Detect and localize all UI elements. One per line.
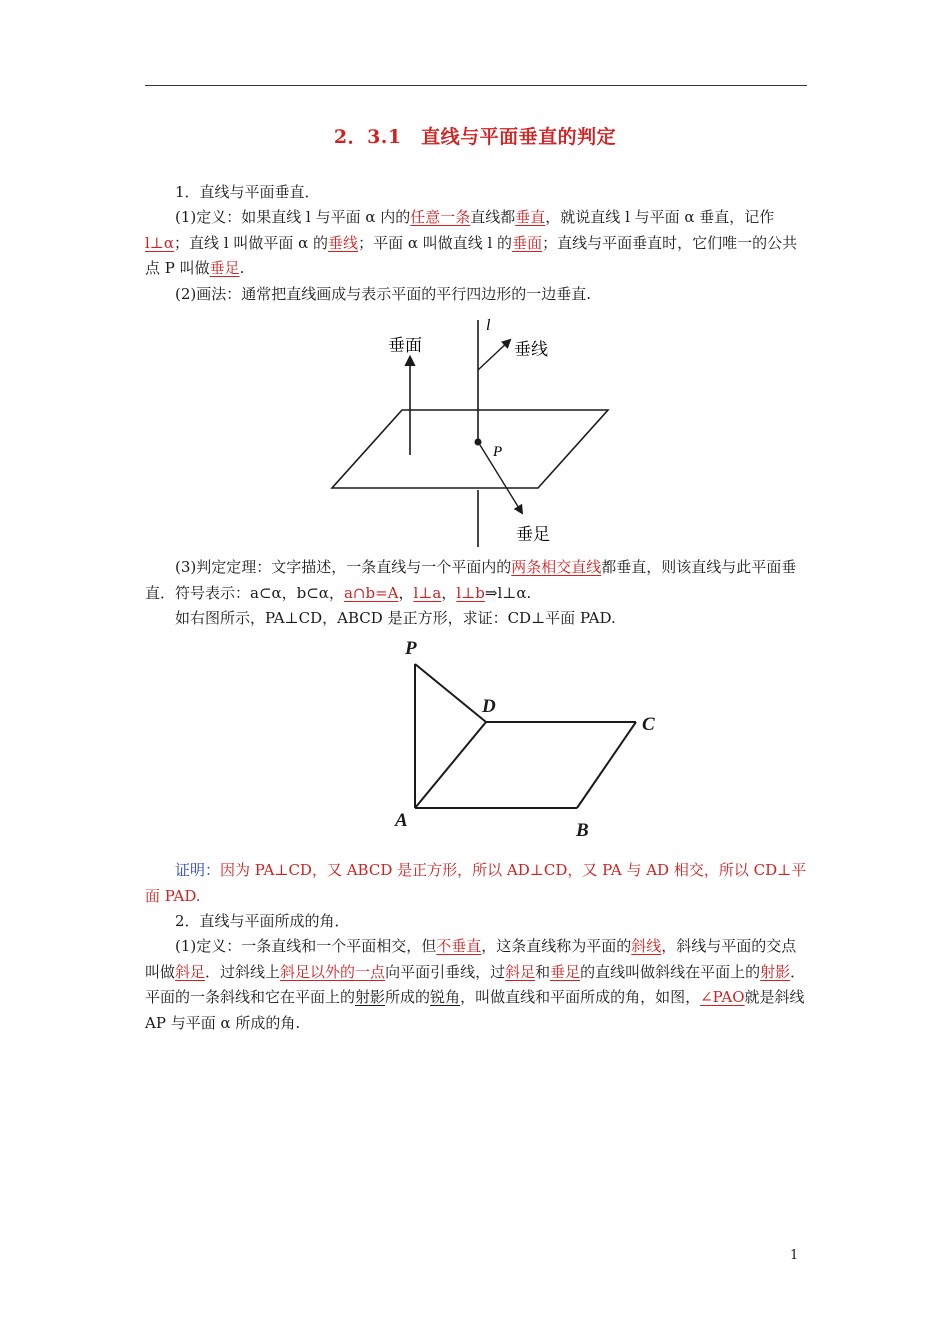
answer-blank: 垂面 (512, 233, 543, 252)
plane-parallelogram (332, 410, 608, 488)
text: ， (398, 583, 414, 602)
proof-paragraph (145, 858, 807, 909)
text: (1)定义：一条直线和一个平面相交，但 (175, 937, 437, 955)
answer-blank: 射影 (760, 962, 791, 981)
vertex-d-label: D (482, 696, 496, 717)
drawing-method: (2)画法：通常把直线画成与表示平面的平行四边形的一边垂直. (175, 285, 592, 303)
label-point-p: P (493, 444, 503, 460)
page-title: 2．3.1 直线与平面垂直的判定 (333, 126, 617, 148)
text: ，就说直线 l 与平面 α 垂直，记作 (545, 208, 775, 226)
example-problem: 如右图所示，PA⊥CD，ABCD 是正方形，求证：CD⊥平面 PAD. (175, 609, 616, 627)
text: 和 (535, 962, 551, 981)
label-line-l: l (486, 317, 491, 334)
text: 直线都 (470, 208, 516, 226)
underlined-term: 射影 (355, 988, 386, 1006)
text: ；直线 l 叫做平面 α 的 (174, 233, 329, 252)
text: 就是斜线 AP 与平面 α 所成的角. (145, 988, 805, 1032)
perpendicular-line-figure (330, 315, 612, 547)
answer-blank: 垂直 (515, 208, 546, 226)
angle-definition-paragraph (145, 934, 807, 1036)
text: ，这条直线称为平面的 (481, 937, 632, 955)
pyramid-figure (390, 632, 666, 844)
answer-blank: ∠PAO (700, 988, 745, 1006)
text: ，斜线与平面的交点叫做 (145, 937, 797, 981)
answer-blank: 垂足 (209, 259, 240, 277)
answer-blank: 垂足 (550, 962, 581, 981)
text: 所成的 (385, 988, 431, 1006)
text: ⇒l⊥α. (484, 583, 532, 602)
section1-heading: 1．直线与平面垂直． (175, 183, 320, 201)
text: ， (441, 583, 457, 602)
label-plane: 垂面 (388, 336, 422, 356)
text: 的直线叫做斜线在平面上的 (580, 962, 761, 981)
proof-label: 证明： (175, 861, 221, 879)
perp-pointer-arrow (478, 340, 510, 370)
text: 向平面引垂线，过 (385, 962, 506, 981)
edge-ad (415, 722, 486, 808)
point-p (475, 439, 482, 446)
answer-blank: 任意一条 (410, 208, 471, 226)
edge-pd (415, 664, 486, 722)
answer-blank: l⊥b (456, 583, 485, 602)
answer-blank: 斜足 (175, 962, 206, 981)
vertex-a-label: A (395, 810, 408, 831)
answer-blank: 不垂直 (436, 937, 482, 955)
answer-blank: 垂线 (328, 233, 359, 252)
text: (3)判定定理：文字描述，一条直线与一个平面内的 (175, 558, 512, 576)
label-perp: 垂线 (514, 340, 548, 360)
page-number: 1 (790, 1248, 799, 1263)
answer-blank: a∩b=A (343, 583, 399, 602)
text: ；平面 α 叫做直线 l 的 (358, 233, 513, 252)
section2-heading: 2．直线与平面所成的角． (175, 912, 350, 930)
text: . (239, 259, 245, 277)
answer-blank: 斜足 (505, 962, 536, 981)
answer-blank: 两条相交直线 (511, 558, 602, 576)
answer-blank: 斜足以外的一点 (280, 962, 386, 981)
underlined-term: 锐角 (430, 988, 461, 1006)
vertex-b-label: B (576, 820, 589, 841)
text: ．平面的一条斜线和它在平面上的 (145, 962, 806, 1006)
theorem-paragraph (145, 555, 807, 606)
proof-text: 因为 PA⊥CD，又 ABCD 是正方形，所以 AD⊥CD，又 PA 与 AD 相交，所以 CD⊥平面 PAD. (145, 861, 807, 905)
definition-paragraph (145, 205, 807, 282)
text: ．过斜线上 (205, 962, 281, 981)
vertex-c-label: C (642, 714, 655, 735)
text: ；直线与平面垂直时，它们唯一的公共点 P 叫做 (145, 233, 798, 277)
answer-blank: 斜线 (631, 937, 662, 955)
answer-blank: l⊥a (413, 583, 442, 602)
label-foot: 垂足 (516, 525, 550, 545)
vertex-p-label: P (405, 638, 417, 659)
text: ，叫做直线和平面所成的角，如图， (460, 988, 701, 1006)
answer-blank: l⊥α (145, 233, 175, 252)
edge-cb (577, 722, 636, 808)
text: 都垂直，则该直线与此平面垂直．符号表示：a⊂α，b⊂α， (145, 558, 797, 602)
text: (1)定义：如果直线 l 与平面 α 内的 (175, 208, 411, 226)
header-rule (145, 85, 807, 86)
